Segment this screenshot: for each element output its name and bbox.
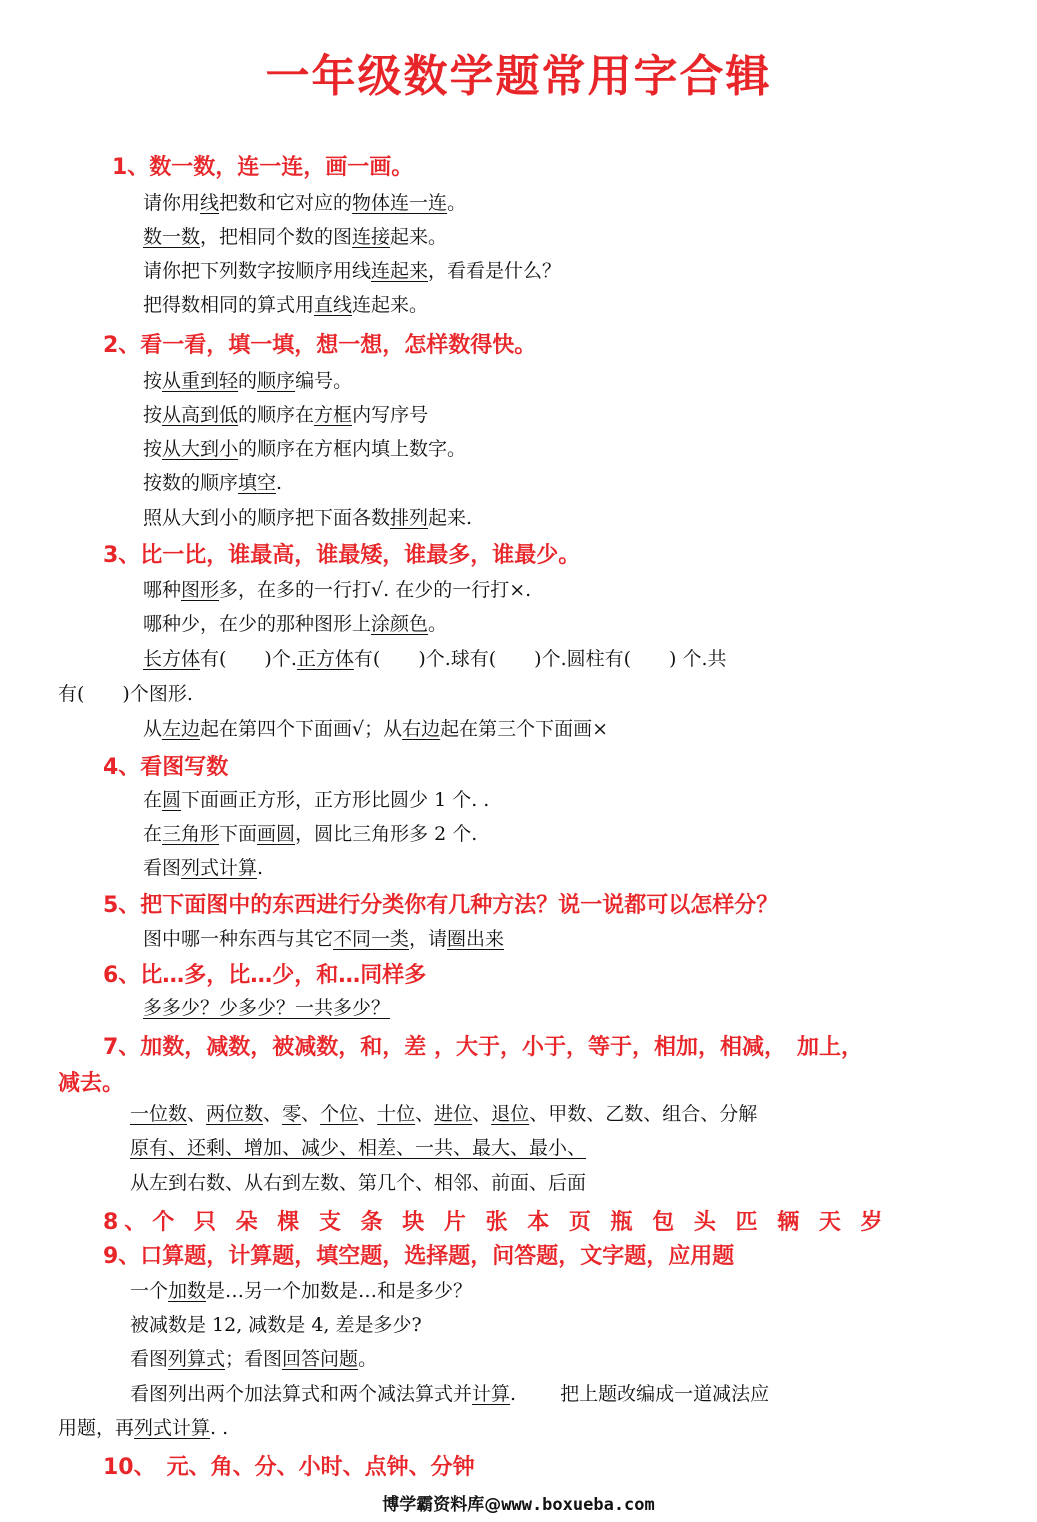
key-term: 多多少？少多少？一共多少？ [143, 997, 391, 1019]
key-term: 回答问题 [282, 1348, 359, 1370]
key-term: 数一数 [143, 226, 201, 248]
key-term: 右边 [402, 718, 441, 740]
key-term: 圆 [162, 789, 182, 811]
text-segment: 。 [358, 1348, 378, 1370]
section-2-line [143, 434, 466, 461]
text-segment: 的顺序在方框内填上数字。 [238, 438, 467, 460]
key-term: 一位数 [130, 1103, 188, 1125]
section-4-line [143, 853, 263, 880]
key-term: 十位 [377, 1103, 416, 1125]
text-segment: ，把相同个数的图 [200, 226, 353, 248]
section-4-line [143, 819, 477, 846]
section-heading-6: 6、比…多，比…少，和…同样多 [103, 963, 427, 988]
text-segment: 哪种 [143, 579, 182, 601]
key-term: 计算 [472, 1383, 511, 1405]
key-term: 连起来 [371, 260, 429, 282]
text-segment: . [276, 472, 283, 494]
section-1-line [143, 222, 447, 249]
text-segment: 起来. [428, 507, 473, 529]
text-segment: 、 [472, 1103, 492, 1125]
text-segment: 、 [358, 1103, 378, 1125]
key-term: 直线 [314, 294, 353, 316]
text-segment: 按数的顺序 [143, 472, 239, 494]
section-2-line [143, 468, 282, 495]
text-segment: 多，在多的一行打√. 在少的一行打×. [219, 579, 532, 601]
section-7-line [130, 1099, 757, 1126]
section-heading-7: 7、加数，减数，被减数，和，差 ，大于，小于，等于，相加，相减， 加上， [103, 1035, 863, 1060]
text-segment: 把数和它对应的 [219, 192, 353, 214]
text-segment: 图中哪一种东西与其它 [143, 928, 334, 950]
page-title: 一年级数学题常用字合辑 [265, 51, 772, 102]
section-heading-4: 4、看图写数 [103, 755, 229, 780]
text-segment: 在 [143, 789, 163, 811]
section-2-line [143, 400, 428, 427]
key-term: 加数 [168, 1280, 207, 1302]
section-heading-9: 9、口算题，计算题，填空题，选择题，问答题，文字题，应用题 [103, 1244, 735, 1269]
section-2-line [143, 503, 472, 530]
key-term: 三角形 [162, 823, 220, 845]
text-segment: 按 [143, 370, 163, 392]
section-3-line [143, 609, 447, 636]
text-segment: ，看看是什么？ [428, 260, 562, 282]
text-segment: 、 [187, 1103, 207, 1125]
section-9-line [58, 1413, 228, 1440]
text-segment: 的 [238, 370, 258, 392]
key-term: 退位 [491, 1103, 530, 1125]
text-segment: 、 [301, 1103, 321, 1125]
text-segment: 编号。 [295, 370, 353, 392]
key-term: 从高到低 [162, 404, 239, 426]
section-heading-2: 2、看一看，填一填，想一想，怎样数得快。 [103, 333, 537, 358]
text-segment: 按 [143, 438, 163, 460]
key-term: 物体连一连 [352, 192, 448, 214]
text-segment: 。 [447, 192, 467, 214]
section-3-line [143, 575, 531, 602]
text-segment: 照从大到小的顺序把下面各数 [143, 507, 391, 529]
section-1-line [143, 188, 466, 215]
key-term: 长方体 [143, 648, 201, 670]
text-segment: 、 [263, 1103, 283, 1125]
key-term: 零 [282, 1103, 302, 1125]
key-term: 个位 [320, 1103, 359, 1125]
footer [0, 1490, 1037, 1515]
text-segment: 看图 [130, 1348, 169, 1370]
text-segment: 有( )个图形. [58, 683, 193, 705]
text-segment: 请你把下列数字按顺序用线 [143, 260, 372, 282]
section-heading-5: 5、把下面图中的东西进行分类你有几种方法？说一说都可以怎样分？ [103, 893, 779, 918]
section-heading-10: 10、 元、角、分、小时、点钟、分钟 [103, 1455, 475, 1480]
section-9-line [130, 1379, 769, 1406]
key-term: 进位 [434, 1103, 473, 1125]
text-segment: 起来。 [390, 226, 448, 248]
text-segment: . [257, 857, 264, 879]
section-3-line [143, 714, 608, 741]
key-term: 圈出来 [447, 928, 505, 950]
text-segment: 有( )个.球有( )个.圆柱有( ) 个.共 [353, 648, 727, 670]
key-term: 列算式 [168, 1348, 226, 1370]
key-term: 从重到轻 [162, 370, 239, 392]
key-term: 方框 [314, 404, 353, 426]
text-segment: 内写序号 [352, 404, 429, 426]
text-segment: 下面画正方形，正方形比圆少 1 个. . [181, 789, 490, 811]
text-segment: 起在第三个下面画× [440, 718, 609, 740]
key-term: 涂颜色 [371, 613, 429, 635]
text-segment: 有( )个. [200, 648, 297, 670]
key-term: 从大到小 [162, 438, 239, 460]
section-3-line [143, 644, 727, 671]
section-4-line [143, 785, 489, 812]
footer-prefix: 博学霸资料库@ [382, 1495, 502, 1515]
key-term: 顺序 [257, 370, 296, 392]
key-term: 正方体 [296, 648, 354, 670]
key-term: 画圆 [257, 823, 296, 845]
text-segment: . . [210, 1417, 229, 1439]
text-segment: 一个 [130, 1280, 169, 1302]
section-7-line [130, 1168, 586, 1195]
section-3-line [58, 679, 193, 706]
section-heading-3: 3、比一比，谁最高，谁最矮，谁最多，谁最少。 [103, 543, 581, 568]
text-segment: 在 [143, 823, 163, 845]
key-term: 左边 [162, 718, 201, 740]
text-segment: 、 [415, 1103, 435, 1125]
text-segment: ，圆比三角形多 2 个. [295, 823, 478, 845]
section-1-line [143, 256, 561, 283]
text-segment: 把得数相同的算式用 [143, 294, 315, 316]
section-7-line [130, 1133, 586, 1160]
text-segment: 看图 [143, 857, 182, 879]
key-term: 图形 [181, 579, 220, 601]
text-segment: 的顺序在 [238, 404, 315, 426]
text-segment: 连起来。 [352, 294, 429, 316]
text-segment: 、甲数、乙数、组合、分解 [529, 1103, 758, 1125]
text-segment: 下面 [219, 823, 258, 845]
text-segment: ，请 [409, 928, 448, 950]
key-term: 两位数 [206, 1103, 264, 1125]
text-segment: 看图列出两个加法算式和两个减法算式并 [130, 1383, 473, 1405]
text-segment: 是…另一个加数是…和是多少？ [206, 1280, 473, 1302]
text-segment: 起在第四个下面画√；从 [200, 718, 403, 740]
key-term: 列式计算 [181, 857, 258, 879]
section-9-line [130, 1344, 377, 1371]
key-term: 排列 [390, 507, 429, 529]
footer-url: www.boxueba.com [501, 1495, 655, 1515]
text-segment: 从 [143, 718, 163, 740]
text-segment: 请你用 [143, 192, 201, 214]
section-9-line [130, 1310, 422, 1337]
text-segment: 。 [428, 613, 448, 635]
text-segment: 被减数是 12, 减数是 4, 差是多少? [130, 1314, 422, 1336]
section-heading-7-continued: 减去。 [58, 1071, 125, 1096]
key-term: 列式计算 [134, 1417, 211, 1439]
section-1-line [143, 290, 428, 317]
section-6-line [143, 993, 390, 1020]
key-term: 填空 [238, 472, 277, 494]
section-5-line [143, 924, 504, 951]
text-segment: . 把上题改编成一道减法应 [510, 1383, 770, 1405]
key-term: 原有、还剩、增加、减少、相差、一共、最大、最小、 [130, 1137, 587, 1159]
key-term: 连接 [352, 226, 391, 248]
key-term: 线 [200, 192, 220, 214]
text-segment: ；看图 [225, 1348, 283, 1370]
section-heading-1: 1、数一数，连一连，画一画。 [112, 155, 414, 180]
section-2-line [143, 366, 352, 393]
text-segment: 按 [143, 404, 163, 426]
text-segment: 从左到右数、从右到左数、第几个、相邻、前面、后面 [130, 1172, 587, 1194]
key-term: 不同一类 [333, 928, 410, 950]
text-segment: 哪种少，在少的那种图形上 [143, 613, 372, 635]
text-segment: 用题，再 [58, 1417, 135, 1439]
section-heading-8: 8、个 只 朵 棵 支 条 块 片 张 本 页 瓶 包 头 匹 辆 天 岁 [103, 1210, 889, 1235]
section-9-line [130, 1276, 472, 1303]
